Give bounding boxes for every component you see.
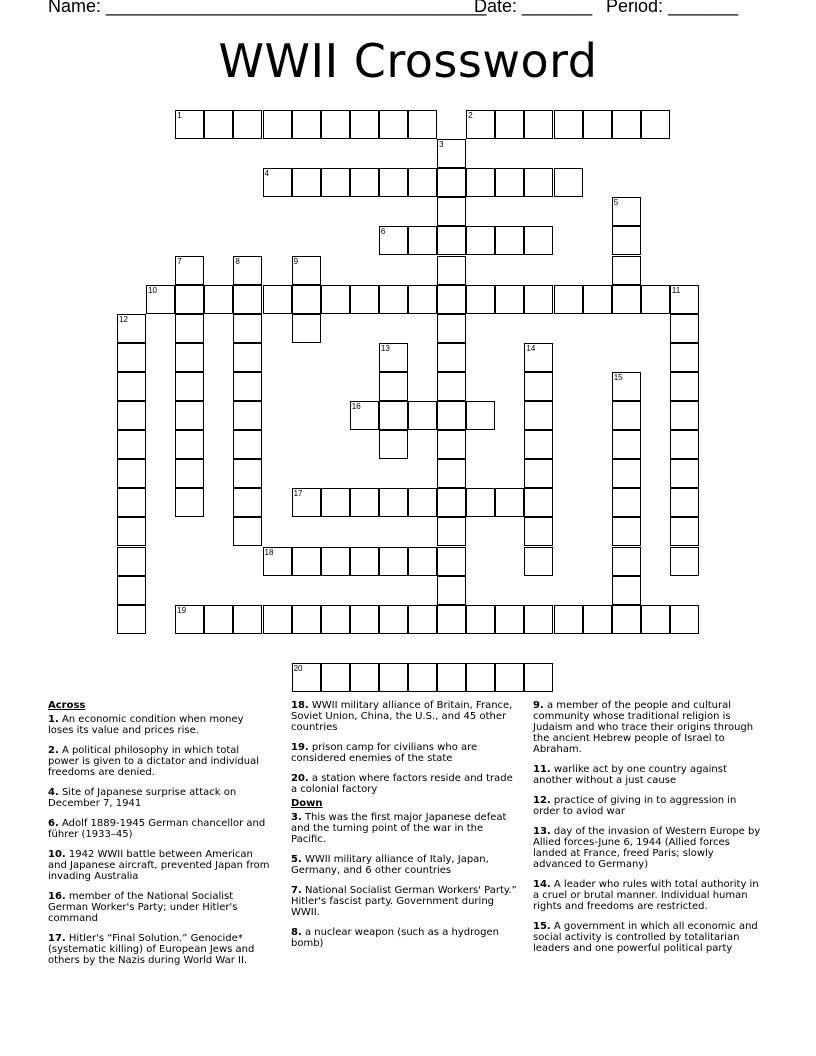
grid-cell[interactable] [292, 110, 321, 139]
clue-number: 10 [148, 285, 157, 295]
grid-cell[interactable] [524, 430, 553, 459]
clue-item [291, 854, 521, 876]
clue-item-number: 6. [48, 818, 59, 829]
grid-cell[interactable] [204, 110, 233, 139]
grid-cell[interactable] [437, 547, 466, 576]
grid-cell[interactable] [670, 372, 699, 401]
grid-cell[interactable] [175, 285, 204, 314]
grid-cell[interactable] [437, 285, 466, 314]
clue-item-text: 1942 WWII battle between American and Japanese aircraft, prevented Japan from invading Australia [48, 849, 270, 882]
grid-cell[interactable] [437, 168, 466, 197]
grid-cell[interactable] [524, 168, 553, 197]
clue-number: 15 [613, 372, 623, 382]
grid-cell[interactable] [379, 285, 408, 314]
grid-cell[interactable] [117, 459, 146, 488]
grid-cell[interactable] [466, 488, 495, 517]
grid-cell[interactable] [612, 430, 641, 459]
grid-cell[interactable] [437, 226, 466, 255]
grid-cell[interactable] [175, 488, 204, 517]
grid-cell[interactable] [321, 605, 350, 634]
grid-cell[interactable] [292, 285, 321, 314]
grid-cell[interactable] [117, 517, 146, 546]
clue-item-number: 2. [48, 745, 59, 756]
clue-number: 20 [293, 663, 303, 673]
grid-cell[interactable] [554, 110, 583, 139]
clue-item [533, 700, 763, 755]
grid-cell[interactable] [612, 256, 641, 285]
grid-cell[interactable] [554, 605, 583, 634]
grid-cell[interactable] [495, 663, 524, 692]
grid-cell[interactable] [670, 605, 699, 634]
grid-cell[interactable] [292, 605, 321, 634]
grid-cell[interactable] [321, 110, 350, 139]
grid-cell[interactable] [379, 547, 408, 576]
grid-cell[interactable] [117, 343, 146, 372]
clue-item-number: 18. [291, 700, 309, 711]
clue-number: 4 [264, 169, 269, 179]
grid-cell[interactable] [495, 605, 524, 634]
grid-cell[interactable] [495, 226, 524, 255]
grid-cell[interactable] [379, 430, 408, 459]
grid-cell[interactable] [437, 197, 466, 226]
grid-cell[interactable] [612, 605, 641, 634]
clue-item [48, 787, 272, 809]
clue-item-text: WWII military alliance of Italy, Japan, Germany, and 6 other countries [291, 854, 489, 876]
clue-item [291, 812, 521, 845]
clue-item [291, 885, 521, 918]
grid-cell[interactable] [612, 285, 641, 314]
clue-item-number: 11. [533, 764, 551, 775]
grid-cell[interactable] [233, 517, 262, 546]
down-clue-list-continued [533, 700, 763, 954]
clue-item-text: prison camp for civilians who are considered enemies of the state [291, 742, 478, 764]
clue-number: 3 [439, 140, 444, 150]
clue-item-text: A leader who rules with total authority in a cruel or brutal manner. Individual human rights and freedoms are restricted. [533, 879, 759, 912]
grid-cell[interactable] [437, 605, 466, 634]
name-label: Name: [48, 0, 102, 16]
grid-cell[interactable] [437, 314, 466, 343]
clue-item [533, 795, 763, 817]
grid-cell[interactable] [495, 285, 524, 314]
grid-cell[interactable] [350, 285, 379, 314]
clue-item [533, 826, 763, 870]
date-blank: _______ [522, 0, 593, 16]
grid-cell[interactable] [641, 605, 670, 634]
grid-cell[interactable] [117, 488, 146, 517]
grid-cell[interactable] [233, 401, 262, 430]
clue-item-text: National Socialist German Workers' Party.” Hitler's fascist party. Government during WWII. [291, 885, 517, 918]
across-heading: Across [48, 700, 86, 711]
clue-item-number: 5. [291, 854, 302, 865]
grid-cell[interactable] [670, 547, 699, 576]
grid-cell[interactable] [437, 576, 466, 605]
clue-item [291, 742, 521, 764]
grid-cell[interactable] [350, 488, 379, 517]
grid-cell[interactable] [612, 401, 641, 430]
grid-cell[interactable] [524, 663, 553, 692]
clue-number: 12 [119, 314, 128, 324]
grid-cell[interactable] [379, 663, 408, 692]
clue-item-text: a nuclear weapon (such as a hydrogen bomb) [291, 927, 499, 949]
clue-item [48, 745, 272, 778]
clue-item-number: 10. [48, 849, 66, 860]
clue-item-number: 4. [48, 787, 59, 798]
grid-cell[interactable] [495, 110, 524, 139]
clue-item-text: Hitler's “Final Solution.” Genocide* (systematic killing) of European Jews and others by the Nazis during World War II. [48, 933, 255, 966]
grid-cell[interactable] [437, 488, 466, 517]
clue-number: 1 [177, 111, 182, 120]
clue-item-text: warlike act by one country against another without a just cause [533, 764, 727, 786]
grid-cell[interactable] [554, 168, 583, 197]
grid-cell[interactable] [612, 459, 641, 488]
period-blank: _______ [668, 0, 739, 16]
clue-item-number: 16. [48, 891, 66, 902]
grid-cell[interactable] [233, 488, 262, 517]
clue-item-number: 15. [533, 921, 551, 932]
grid-cell[interactable] [495, 488, 524, 517]
grid-cell[interactable] [379, 605, 408, 634]
grid-cell[interactable] [670, 401, 699, 430]
grid-cell[interactable] [321, 663, 350, 692]
grid-cell[interactable] [670, 430, 699, 459]
clue-item-number: 20. [291, 773, 309, 784]
clue-number: 6 [380, 227, 386, 237]
grid-cell[interactable] [292, 314, 321, 343]
grid-cell[interactable] [524, 401, 553, 430]
grid-cell[interactable] [175, 372, 204, 401]
grid-cell[interactable] [437, 372, 466, 401]
grid-cell[interactable] [233, 372, 262, 401]
clues-column-3 [533, 700, 763, 963]
grid-cell[interactable] [495, 168, 524, 197]
grid-cell[interactable] [466, 605, 495, 634]
grid-cell[interactable] [408, 110, 437, 139]
grid-cell[interactable] [437, 430, 466, 459]
grid-cell[interactable] [524, 459, 553, 488]
grid-cell[interactable] [524, 605, 553, 634]
across-clue-list-continued [291, 700, 521, 795]
grid-cell[interactable] [408, 605, 437, 634]
grid-cell[interactable] [524, 517, 553, 546]
grid-cell[interactable] [612, 547, 641, 576]
grid-cell[interactable] [350, 110, 379, 139]
clue-number: 13 [380, 343, 390, 353]
clue-item-number: 1. [48, 714, 59, 725]
grid-cell[interactable] [466, 168, 495, 197]
clue-item-text: practice of giving in to aggression in order to aviod war [533, 795, 737, 817]
clue-item-number: 3. [291, 812, 302, 823]
grid-cell[interactable] [175, 401, 204, 430]
grid-cell[interactable] [437, 663, 466, 692]
clue-number: 2 [468, 111, 473, 120]
grid-cell[interactable] [263, 285, 292, 314]
clue-number: 17 [293, 489, 303, 499]
grid-cell[interactable] [524, 226, 553, 255]
grid-cell[interactable] [670, 517, 699, 546]
clue-item-text: This was the first major Japanese defeat and the turning point of the war in the Pacific. [291, 812, 507, 845]
grid-cell[interactable] [350, 168, 379, 197]
period-label: Period: [606, 0, 664, 16]
clues-column-1 [48, 700, 272, 975]
clue-item-text: a member of the people and cultural community whose traditional religion is Judaism and who trace their origins through the ancient Hebrew people of Israel to Abraham. [533, 700, 754, 755]
grid-cell[interactable] [583, 285, 612, 314]
clue-item-text: An economic condition when money loses its value and prices rise. [48, 714, 244, 736]
grid-cell[interactable] [379, 372, 408, 401]
clue-item [48, 933, 272, 966]
grid-cell[interactable] [233, 314, 262, 343]
down-clue-list [291, 812, 521, 949]
grid-cell[interactable] [379, 110, 408, 139]
grid-cell[interactable] [175, 343, 204, 372]
grid-cell[interactable] [408, 226, 437, 255]
name-blank: ______________________________________ [106, 0, 487, 16]
grid-cell[interactable] [350, 547, 379, 576]
grid-cell[interactable] [670, 459, 699, 488]
grid-cell[interactable] [437, 256, 466, 285]
clue-item [291, 773, 521, 795]
clue-item [533, 764, 763, 786]
clue-item-text: A political philosophy in which total power is given to a dictator and individual freedoms are denied. [48, 745, 260, 778]
grid-cell[interactable] [263, 110, 292, 139]
clue-item-text: day of the invasion of Western Europe by Allied forces-June 6, 1944 (Allied forces landed at France, freed Paris; slowly advanced to Germany) [533, 826, 761, 870]
clue-number: 16 [351, 402, 361, 411]
clue-number: 8 [235, 256, 240, 266]
grid-cell[interactable] [670, 314, 699, 343]
grid-cell[interactable] [350, 605, 379, 634]
grid-cell[interactable] [379, 488, 408, 517]
grid-cell[interactable] [117, 605, 146, 634]
grid-cell[interactable] [379, 401, 408, 430]
grid-cell[interactable] [321, 488, 350, 517]
grid-cell[interactable] [641, 285, 670, 314]
grid-cell[interactable] [437, 401, 466, 430]
clue-item-number: 14. [533, 879, 551, 890]
clue-item-text: a station where factors reside and trade a colonial factory [291, 773, 513, 795]
grid-cell[interactable] [612, 110, 641, 139]
grid-cell[interactable] [175, 314, 204, 343]
grid-cell[interactable] [204, 285, 233, 314]
grid-cell[interactable] [524, 285, 553, 314]
clue-number: 14 [526, 343, 536, 353]
grid-cell[interactable] [437, 517, 466, 546]
grid-cell[interactable] [554, 285, 583, 314]
down-heading: Down [291, 798, 323, 809]
grid-cell[interactable] [408, 663, 437, 692]
grid-cell[interactable] [524, 372, 553, 401]
grid-cell[interactable] [292, 168, 321, 197]
grid-cell[interactable] [408, 488, 437, 517]
grid-cell[interactable] [233, 110, 262, 139]
grid-cell[interactable] [612, 226, 641, 255]
grid-cell[interactable] [175, 430, 204, 459]
grid-cell[interactable] [583, 110, 612, 139]
clue-item-number: 13. [533, 826, 551, 837]
clue-item [48, 818, 272, 840]
grid-cell[interactable] [292, 547, 321, 576]
clue-item [48, 714, 272, 736]
grid-cell[interactable] [233, 459, 262, 488]
grid-cell[interactable] [641, 110, 670, 139]
grid-cell[interactable] [670, 488, 699, 517]
grid-cell[interactable] [408, 547, 437, 576]
page-title: WWII Crossword [218, 34, 598, 88]
clue-item [291, 700, 521, 733]
grid-cell[interactable] [408, 168, 437, 197]
grid-cell[interactable] [466, 226, 495, 255]
clue-item-text: WWII military alliance of Britain, France, Soviet Union, China, the U.S., and 45 other countries [291, 700, 513, 733]
clue-item [533, 921, 763, 954]
clue-number: 18 [264, 547, 274, 557]
grid-cell[interactable] [263, 605, 292, 634]
grid-cell[interactable] [524, 488, 553, 517]
clue-item [48, 849, 272, 882]
grid-cell[interactable] [437, 459, 466, 488]
grid-cell[interactable] [350, 663, 379, 692]
clue-item-number: 12. [533, 795, 551, 806]
clue-item-number: 9. [533, 700, 544, 711]
grid-cell[interactable] [524, 110, 553, 139]
clue-number: 7 [177, 256, 182, 266]
grid-cell[interactable] [233, 430, 262, 459]
clue-number: 11 [671, 285, 681, 295]
clue-item-number: 8. [291, 927, 302, 938]
grid-cell[interactable] [321, 547, 350, 576]
clues-column-2 [291, 700, 521, 958]
grid-cell[interactable] [175, 459, 204, 488]
clue-item-number: 19. [291, 742, 309, 753]
grid-cell[interactable] [612, 488, 641, 517]
grid-cell[interactable] [233, 605, 262, 634]
grid-cell[interactable] [408, 285, 437, 314]
grid-cell[interactable] [321, 285, 350, 314]
clue-item-number: 7. [291, 885, 302, 896]
grid-cell[interactable] [117, 430, 146, 459]
clue-item [48, 891, 272, 924]
grid-cell[interactable] [524, 547, 553, 576]
clue-number: 9 [293, 256, 299, 266]
grid-cell[interactable] [117, 401, 146, 430]
grid-cell[interactable] [117, 372, 146, 401]
clue-item [291, 927, 521, 949]
clue-item-number: 17. [48, 933, 66, 944]
clue-item-text: Adolf 1889-1945 German chancellor and führer (1933–45) [48, 818, 266, 840]
grid-cell[interactable] [204, 605, 233, 634]
clue-number: 5 [613, 198, 619, 208]
clue-number: 19 [177, 605, 187, 615]
grid-cell[interactable] [117, 576, 146, 605]
clue-item-text: member of the National Socialist German Worker's Party; under Hitler's command [48, 891, 238, 924]
clue-item-text: Site of Japanese surprise attack on December 7, 1941 [48, 787, 237, 809]
grid-cell[interactable] [612, 517, 641, 546]
grid-cell[interactable] [670, 343, 699, 372]
grid-cell[interactable] [233, 285, 262, 314]
grid-cell[interactable] [233, 343, 262, 372]
grid-cell[interactable] [612, 576, 641, 605]
clue-item [533, 879, 763, 912]
grid-cell[interactable] [466, 285, 495, 314]
grid-cell[interactable] [408, 401, 437, 430]
grid-cell[interactable] [379, 168, 408, 197]
date-label: Date: [474, 0, 518, 16]
grid-cell[interactable] [466, 401, 495, 430]
clue-item-text: A government in which all economic and social activity is controlled by totalitarian leaders and one powerful political party [533, 921, 758, 954]
grid-cell[interactable] [321, 168, 350, 197]
across-clue-list [48, 714, 272, 966]
grid-cell[interactable] [583, 605, 612, 634]
grid-cell[interactable] [466, 663, 495, 692]
grid-cell[interactable] [437, 343, 466, 372]
grid-cell[interactable] [117, 547, 146, 576]
